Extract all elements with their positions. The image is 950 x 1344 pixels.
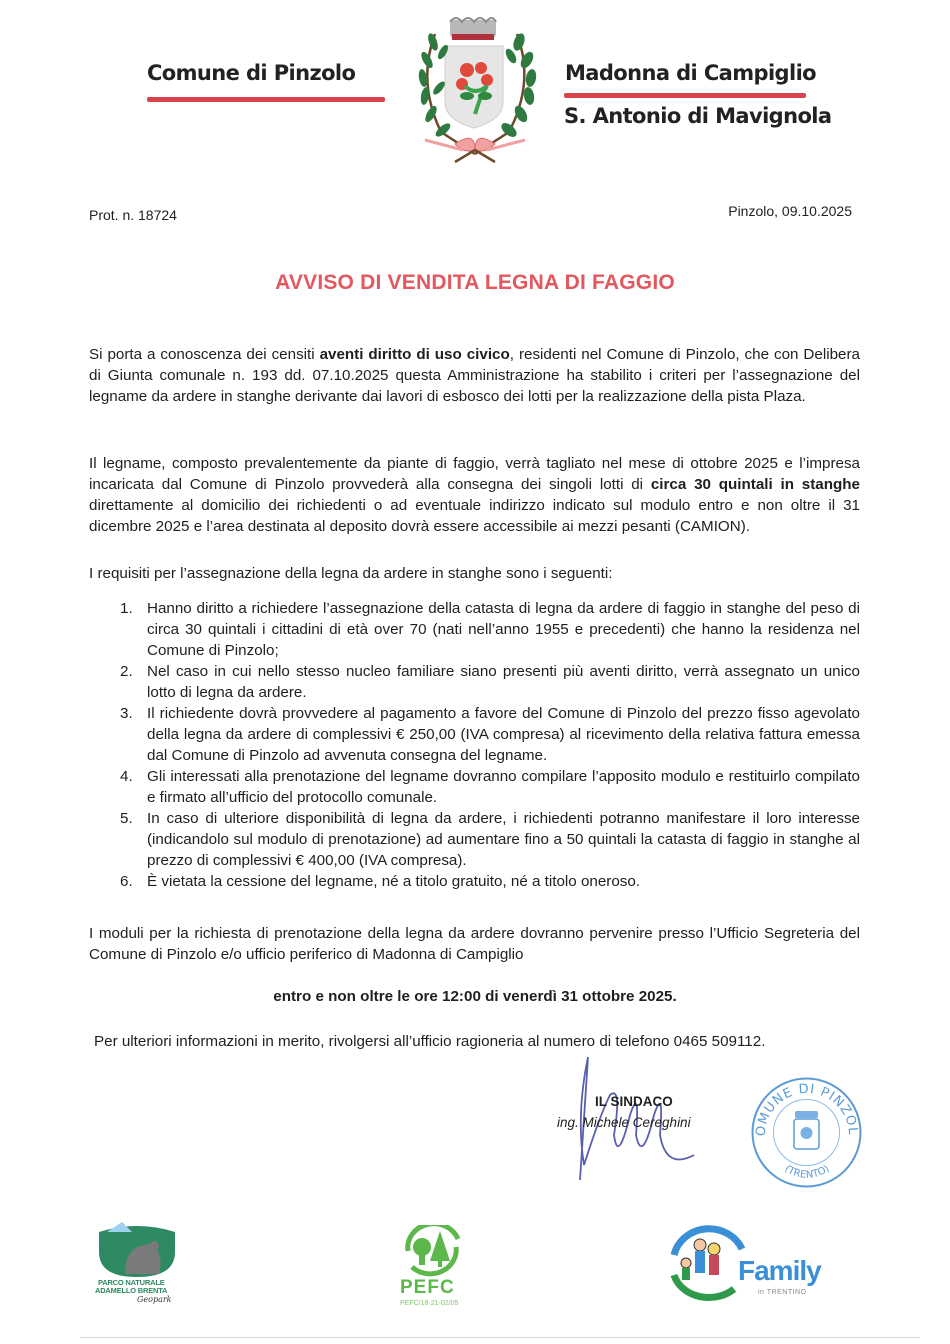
family-figures-icon — [668, 1225, 748, 1305]
requirement-item — [120, 808, 860, 871]
requirement-number: 1. — [120, 600, 133, 617]
park-logo — [95, 1222, 185, 1312]
requirement-number: 6. — [120, 873, 133, 890]
family-sub: in TRENTINO — [758, 1289, 807, 1296]
place-date: Pinzolo, 09.10.2025 — [728, 203, 852, 219]
paragraph-requirements-intro: I requisiti per l’assegnazione della legna da ardere in stanghe sono i seguenti: — [89, 565, 613, 582]
paragraph-intro-a: Si porta a conoscenza dei censiti — [89, 346, 320, 363]
document-title: AVVISO DI VENDITA LEGNA DI FAGGIO — [275, 271, 675, 294]
requirement-text: Gli interessati alla prenotazione del legname dovranno compilare l’apposito modulo e restituirlo compilato e firmato all’ufficio del protocollo comunale. — [147, 768, 860, 806]
protocol-number: Prot. n. 18724 — [89, 207, 177, 223]
family-trentino-logo — [668, 1225, 838, 1305]
official-stamp — [749, 1075, 864, 1190]
info-contact: Per ulteriori informazioni in merito, rivolgersi all’ufficio ragioneria al numero di telefono 0465 509112. — [94, 1033, 766, 1050]
paragraph-intro-bold: aventi diritto di uso civico — [319, 346, 510, 363]
signature-name: ing. Michele Cereghini — [557, 1115, 691, 1130]
pefc-trees-icon — [400, 1225, 464, 1277]
requirement-item — [120, 661, 860, 703]
requirement-number: 3. — [120, 705, 133, 722]
requirement-text: Hanno diritto a richiedere l’assegnazione della catasta di legna da ardere di faggio in stanghe del peso di circa 30 quintali i cittadini di età over 70 (nati nell’anno 1955 e precedenti) che hanno la residenza nel Comune di Pinzolo; — [147, 600, 860, 659]
header-left-rule — [147, 97, 385, 102]
footer-divider — [80, 1337, 920, 1338]
stamp-bottom-text: (TRENTO) — [782, 1163, 832, 1181]
paragraph-delivery — [89, 453, 860, 537]
paragraph-submission: I moduli per la richiesta di prenotazione della legna da ardere dovranno pervenire presso l’Ufficio Segreteria del Comune di Pinzolo e/o ufficio periferico di Madonna di Campiglio — [89, 925, 860, 963]
pefc-code: PEFC/18-21-02/05 — [400, 1300, 459, 1307]
park-line1: PARCO NATURALE — [98, 1278, 165, 1287]
header-left-title: Comune di Pinzolo — [147, 61, 356, 85]
header-right-title-2: S. Antonio di Mavignola — [564, 104, 832, 128]
family-name: Family — [738, 1255, 821, 1286]
submission-deadline: entro e non oltre le ore 12:00 di venerdì 31 ottobre 2025. — [273, 988, 677, 1005]
coat-of-arms-icon — [405, 12, 545, 167]
requirement-item — [120, 598, 860, 661]
paragraph-intro — [89, 344, 860, 407]
requirement-number: 5. — [120, 810, 133, 827]
requirement-text: È vietata la cessione del legname, né a titolo gratuito, né a titolo oneroso. — [147, 873, 641, 890]
requirement-item — [120, 703, 860, 766]
requirement-item — [120, 871, 860, 892]
paragraph-delivery-c: direttamente al domicilio dei richiedenti o ad eventuale indirizzo indicato sul modulo entro e non oltre il 31 dicembre 2025 e l’area destinata al deposito dovrà essere accessibile ai mezzi pesanti (CAMION). — [89, 497, 860, 535]
stamp-top-text: OMUNE DI PINZOL — [753, 1081, 861, 1137]
requirement-text: In caso di ulteriore disponibilità di legna da ardere, i richiedenti potranno manifestare il loro interesse (indicandolo sul modulo di prenotazione) ad aumentare fino a 50 quintali la catasta di faggio in stanghe al prezzo di complessivi € 400,00 (IVA compresa). — [147, 810, 860, 869]
requirement-text: Il richiedente dovrà provvedere al pagamento a favore del Comune di Pinzolo del prezzo fisso agevolato della legna da ardere di complessivi € 250,00 (IVA compresa) al ricevimento della relativa fattura emessa dal Comune di Pinzolo ad avvenuta consegna del legname. — [147, 705, 860, 764]
park-line3: Geopark — [137, 1295, 172, 1304]
park-line2: ADAMELLO BRENTA — [95, 1286, 168, 1295]
pefc-name: PEFC — [400, 1277, 455, 1298]
requirement-number: 4. — [120, 768, 133, 785]
requirement-number: 2. — [120, 663, 133, 680]
signature-role: IL SINDACO — [595, 1094, 673, 1109]
paragraph-delivery-bold: circa 30 quintali in stanghe — [650, 476, 860, 493]
requirements-list — [120, 598, 860, 892]
pefc-logo — [398, 1225, 478, 1315]
requirement-item — [120, 766, 860, 808]
header-right-title-1: Madonna di Campiglio — [565, 61, 817, 85]
bear-mountain-icon — [97, 1222, 177, 1277]
paragraph-delivery-a: Il legname, composto prevalentemente da piante di faggio, verrà tagliato nel mese di ottobre 2025 e l’impresa incaricata dal Comune di Pinzolo provvederà alla consegna dei singoli lotti di — [89, 455, 860, 493]
stamp-seal-icon — [749, 1075, 864, 1190]
paragraph-intro-c: , residenti nel Comune di Pinzolo, che con Delibera di Giunta comunale n. 193 dd. 07.10.2025 questa Amministrazione ha stabilito i criteri per l’assegnazione del legname da ardere in stanghe derivante dai lavori di esbosco dei lotti per la realizzazione della pista Plaza. — [89, 346, 860, 405]
requirement-text: Nel caso in cui nello stesso nucleo familiare siano presenti più aventi diritto, verrà assegnato un unico lotto di legna da ardere. — [147, 663, 860, 701]
header-right-rule — [564, 93, 806, 98]
